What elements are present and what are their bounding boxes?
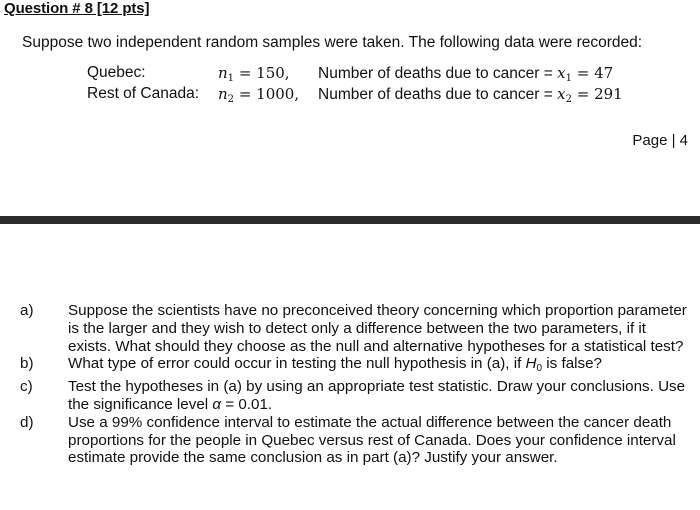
part-marker: d) [20, 413, 34, 431]
part-marker: c) [20, 378, 33, 396]
part-text: What type of error could occur in testing the null hypothesis in (a), if $H_0$ is false? [68, 355, 602, 375]
sample-size: $n_2 = 1000$, [218, 85, 300, 105]
deaths-count: Number of deaths due to cancer = $x_2 = 291$ [318, 85, 623, 105]
part-text: Test the hypotheses in (a) by using an appropriate test statistic. Draw your conclusions. Use the significance level α = 0.01. [68, 378, 686, 413]
data-row-rest-of-canada [0, 85, 700, 105]
part-text: Use a 99% confidence interval to estimate the actual difference between the cancer death proportions for the people in Quebec versus rest of Canada. Does your confidence interval estimate provide the same conclusion as in part (a)? Justify your answer. [68, 413, 676, 467]
page-divider [0, 216, 700, 224]
data-row-quebec [0, 64, 700, 84]
part-d [20, 414, 688, 467]
deaths-count: Number of deaths due to cancer = $x_1 = 47$ [318, 64, 614, 84]
row-label: Rest of Canada: [87, 85, 200, 102]
part-a [20, 302, 688, 355]
page-number: Page | 4 [632, 132, 688, 149]
intro-text: Suppose two independent random samples were taken. The following data were recorded: [22, 34, 643, 51]
part-b [20, 355, 688, 378]
part-c [20, 378, 688, 414]
part-text: Suppose the scientists have no preconceived theory concerning which proportion parameter is the larger and they wish to detect only a difference between the two parameters, if it exists. What should they choose as the null and alternative hypotheses for a statistical test? [68, 302, 687, 355]
question-parts [20, 302, 688, 467]
part-marker: b) [20, 355, 34, 373]
part-marker: a) [20, 302, 34, 319]
question-title: Question # 8 [12 pts] [4, 0, 150, 17]
sample-size: $n_1 = 150$, [218, 64, 290, 84]
row-label: Quebec: [87, 64, 146, 81]
